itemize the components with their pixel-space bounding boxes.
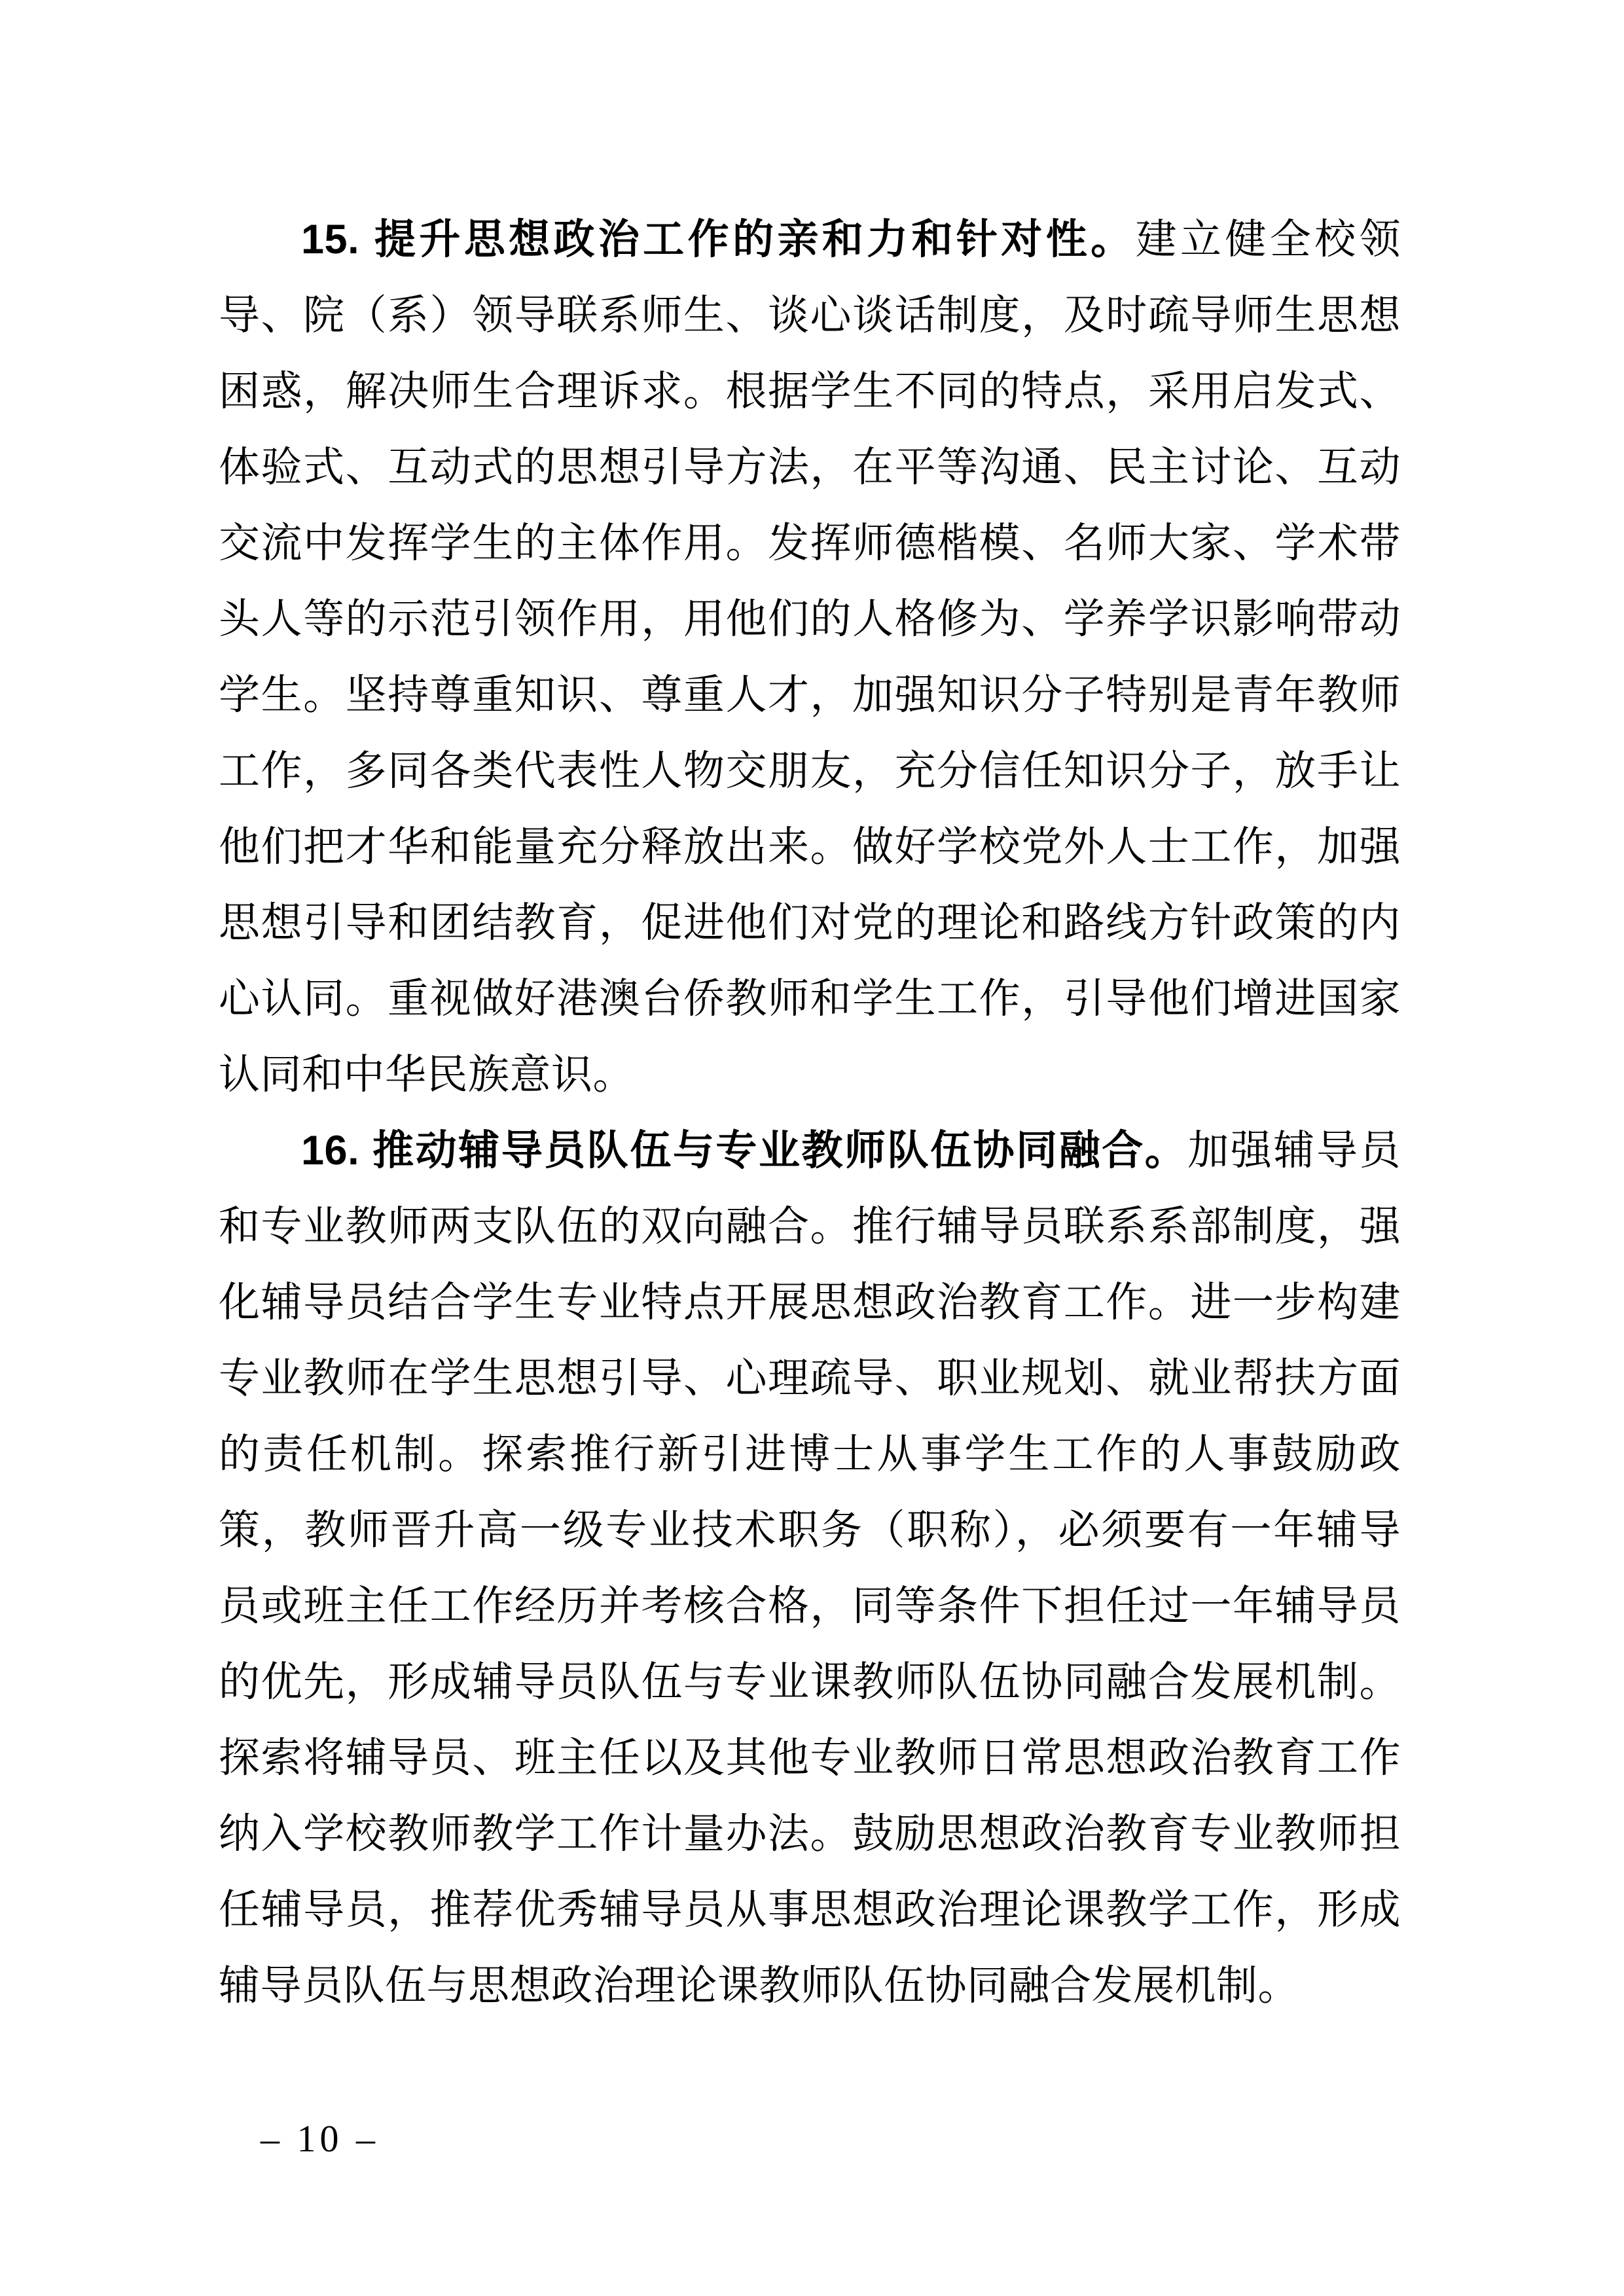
paragraph-16-text: 加强辅导员和专业教师两支队伍的双向融合。推行辅导员联系系部制度，强化辅导员结合学生专业特点开展思想政治教育工作。进一步构建专业教师在学生思想引导、心理疏导、职业规划、就业帮扶方面的责任机制。探索推行新引进博士从事学生工作的人事鼓励政策，教师晋升高一级专业技术职务（职称），必须要有一年辅导员或班主任工作经历并考核合格，同等条件下担任过一年辅导员的优先，形成辅导员队伍与专业课教师队伍协同融合发展机制。探索将辅导员、班主任以及其他专业教师日常思想政治教育工作纳入学校教师教学工作计量办法。鼓励思想政治教育专业教师担任辅导员，推荐优秀辅导员从事思想政治理论课教学工作，形成辅导员队伍与思想政治理论课教师队伍协同融合发展机制。: [219, 1128, 1401, 2009]
paragraph-15: [219, 202, 1401, 1113]
paragraph-16: [219, 1113, 1401, 2024]
document-body: [219, 202, 1401, 2024]
paragraph-16-heading: 16. 推动辅导员队伍与专业教师队伍协同融合。: [301, 1128, 1188, 1174]
paragraph-15-heading: 15. 提升思想政治工作的亲和力和针对性。: [301, 217, 1136, 262]
paragraph-15-text: 建立健全校领导、院（系）领导联系师生、谈心谈话制度，及时疏导师生思想困惑，解决师生合理诉求。根据学生不同的特点，采用启发式、体验式、互动式的思想引导方法，在平等沟通、民主讨论、互动交流中发挥学生的主体作用。发挥师德楷模、名师大家、学术带头人等的示范引领作用，用他们的人格修为、学养学识影响带动学生。坚持尊重知识、尊重人才，加强知识分子特别是青年教师工作，多同各类代表性人物交朋友，充分信任知识分子，放手让他们把才华和能量充分释放出来。做好学校党外人士工作，加强思想引导和团结教育，促进他们对党的理论和路线方针政策的内心认同。重视做好港澳台侨教师和学生工作，引导他们增进国家认同和中华民族意识。: [219, 217, 1401, 1098]
page-number: – 10 –: [261, 2117, 379, 2160]
